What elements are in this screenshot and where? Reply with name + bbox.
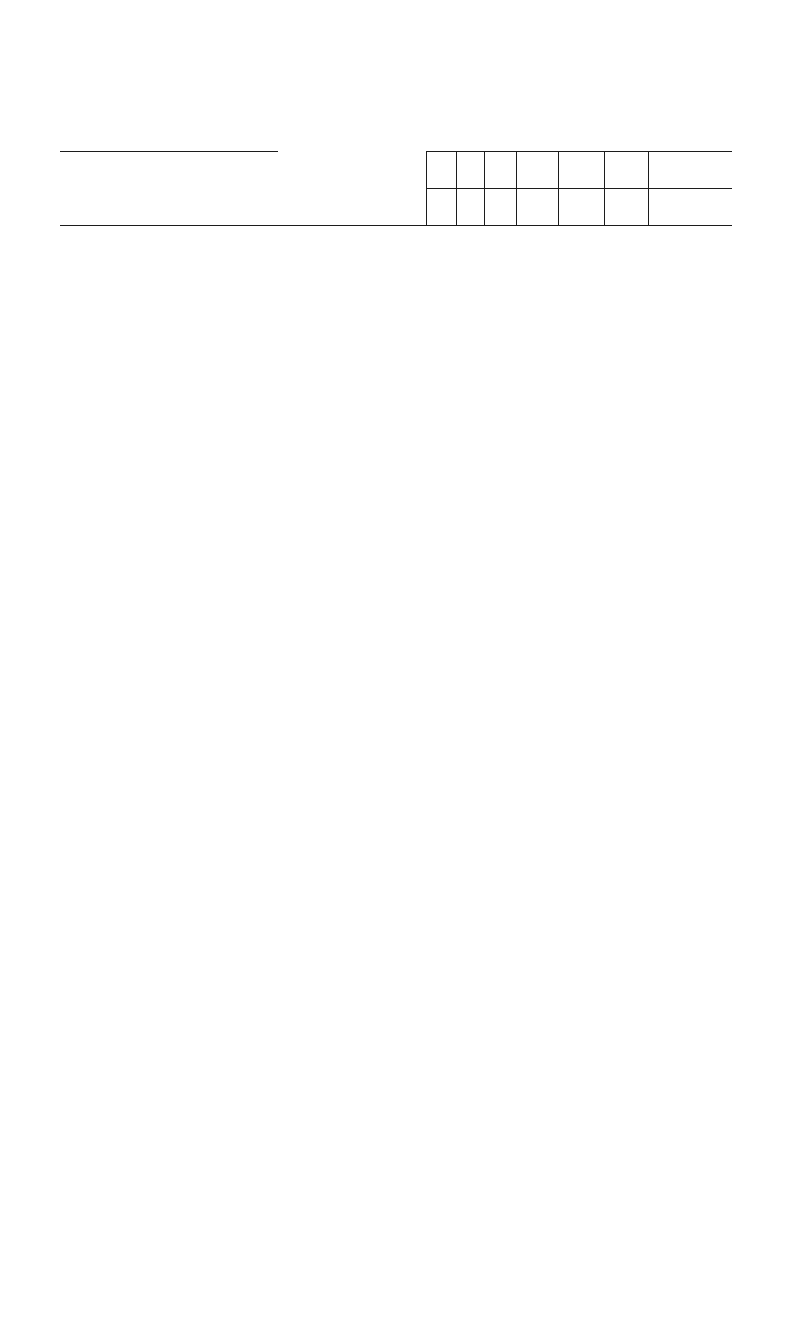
table-rule [456, 151, 457, 225]
table-rule [558, 151, 559, 225]
occupancy-table [48, 153, 738, 245]
table-rule [426, 188, 732, 189]
table-rule [516, 151, 517, 225]
table-rule [60, 225, 732, 226]
table-rule [484, 151, 485, 225]
table-rule [426, 151, 427, 225]
table-rule [426, 151, 732, 152]
table-rule [604, 151, 605, 225]
table-rule [648, 151, 649, 225]
table-rule [60, 151, 278, 152]
